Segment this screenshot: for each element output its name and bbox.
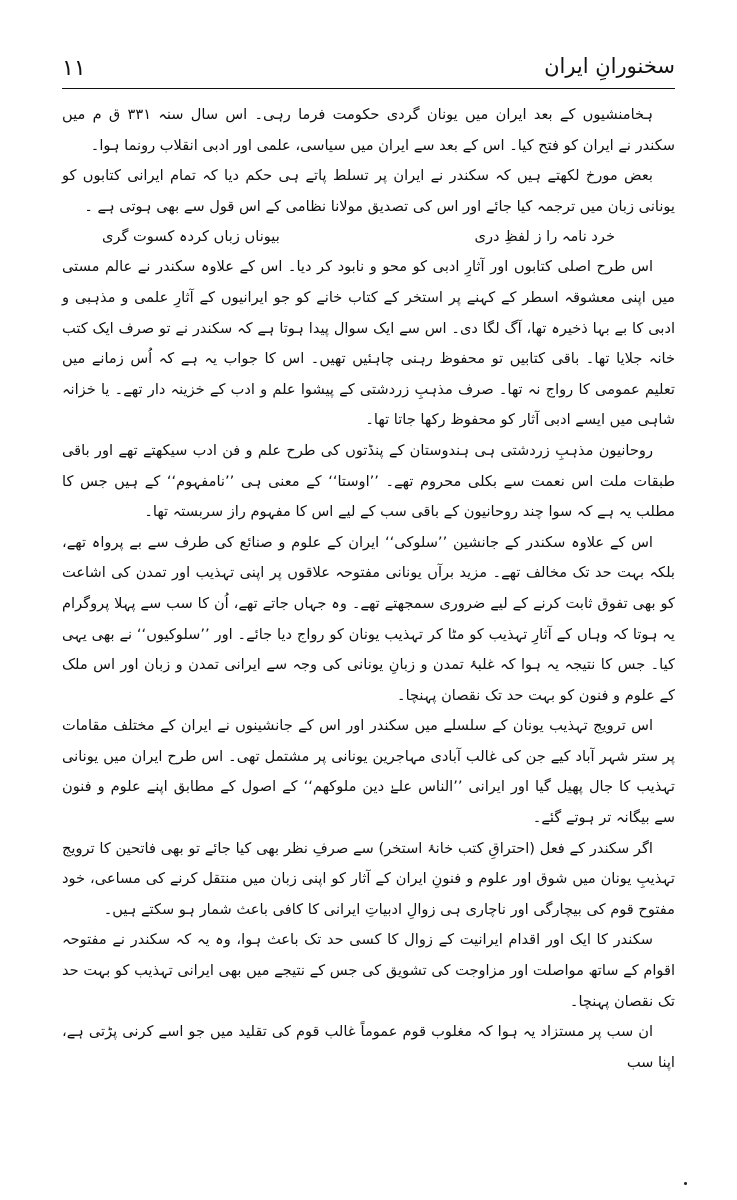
- verse-first-hemistich: خرد نامہ را ز لفظِ دری: [474, 228, 615, 246]
- paragraph-1: ہخامنشیوں کے بعد ایران میں یونان گردی حکومت فرما رہی۔ اس سال سنہ ۳۳۱ ق م میں سکندر نے ایران کو فتح کیا۔ اس کے بعد سے ایران میں سیاسی، علمی اور ادبی انقلاب رونما ہوا۔: [62, 106, 675, 154]
- paragraph-2: بعض مورخ لکھتے ہیں کہ سکندر نے ایران پر تسلط پاتے ہی حکم دیا کہ تمام ایرانی کتابوں کو یونانی زبان میں ترجمہ کیا جائے اور اس کی تصدیق مولانا نظامی کے اس قول سے بھی ہوتی ہے ۔: [62, 167, 675, 215]
- running-title: سخنورانِ ایران: [544, 54, 675, 78]
- verse-second-hemistich: بیوناں زباں کردہ کسوت گری: [102, 228, 280, 246]
- verse-couplet: [62, 222, 675, 252]
- page-header: [62, 54, 675, 90]
- paragraph-5: اس کے علاوہ سکندر کے جانشین ’’سلوکی‘‘ ایران کے علوم و صنائع کی طرف سے بے پرواہ تھے، بلکہ بہت حد تک مخالف تھے۔ مزید برآں یونانی مفتوحہ علاقوں پر اپنی تہذیب اور تمدن کی اشاعت کو بھی تفوق ثابت کرنے کے لیے ضروری سمجھتے تھے۔ وہ جہاں جاتے تھے، اُن کا سب سے پہلا پروگرام یہ ہوتا کہ وہاں کے آثارِ تہذیب کو مٹا کر تہذیب یونان کو رواج دیا جائے۔ اور ’’سلوکیوں‘‘ نے بھی یہی کیا۔ جس کا نتیجہ یہ ہوا کہ غلبۂ تمدن و زبانِ یونانی کی وجہ سے ایرانی تمدن و زبان اور اس ملک کے علوم و فنون کو بہت حد تک نقصان پہنچا۔: [62, 533, 675, 704]
- paragraph-9: ان سب پر مستزاد یہ ہوا کہ مغلوب قوم عموماً غالب قوم کی تقلید میں جو اسے کرنی پڑتی ہے، اپنا سب: [62, 1023, 675, 1071]
- paragraph-3: اس طرح اصلی کتابوں اور آثارِ ادبی کو محو و نابود کر دیا۔ اس کے علاوہ سکندر نے عالم مستی میں اپنی معشوقہ اسطر کے کہنے پر استخر کے کتاب خانے کو جو ایرانیوں کے آثارِ علمی و مذہبی و ادبی کا بے بہا ذخیرہ تھا، آگ لگا دی۔ اس سے ایک سوال پیدا ہوتا ہے کہ سکندر نے تو صرف ایک کتب خانہ جلایا تھا۔ باقی کتابیں تو محفوظ رہنی چاہئیں تھیں۔ اس کا جواب یہ ہے کہ اُس زمانے میں تعلیم عمومی کا رواج نہ تھا۔ صرف مذہبِ زردشتی کے پیشوا علم و ادب کے خزینہ دار تھے۔ یا خزانہ شاہی میں ایسے ادبی آثار کو محفوظ رکھا جاتا تھا۔: [62, 258, 675, 429]
- paragraph-6: اس ترویج تہذیب یونان کے سلسلے میں سکندر اور اس کے جانشینوں نے ایران کے مختلف مقامات پر ستر شہر آباد کیے جن کی غالب آبادی مہاجرین یونانی پر مشتمل تھی۔ اس طرح ایران میں یونانی تہذیب کا جال پھیل گیا اور ایرانی ’’الناس علےٰ دین ملوکھم‘‘ کے اصول کے مطابق اپنے علوم و فنون سے بیگانہ تر ہوتے گئے۔: [62, 717, 675, 827]
- header-rule: [62, 88, 675, 89]
- page-number: ۱۱: [62, 56, 86, 81]
- page-mark-dot: [684, 1182, 687, 1185]
- body-text: [62, 100, 675, 1078]
- paragraph-7: اگر سکندر کے فعل (احتراقِ کتب خانۂ استخر) سے صرفِ نظر بھی کیا جائے تو بھی فاتحین کا ترویج تہذیبِ یونان میں شوق اور علوم و فنونِ ایران کے آثار کو اپنی زبان میں منتقل کرنے کی مساعی، خود مفتوح قوم کی بیچارگی اور ناچاری ہی زوالِ ادبیاتِ ایرانی کا کافی باعث شمار ہو سکتے ہیں۔: [62, 839, 675, 918]
- paragraph-4: روحانیون مذہبِ زردشتی ہی ہندوستان کے پنڈتوں کی طرح علم و فن ادب سیکھتے تھے اور باقی طبقات ملت اس نعمت سے بکلی محروم تھے۔ ’’اوستا‘‘ کے معنی ہی ’’نامفہوم‘‘ کے ہیں جس کا مطلب یہ ہے کہ سوا چند روحانیون کے باقی سب کے لیے اس کا مفہوم راز سربستہ تھا۔: [62, 441, 675, 521]
- paragraph-8: سکندر کا ایک اور اقدام ایرانیت کے زوال کا کسی حد تک باعث ہوا، وہ یہ کہ سکندر نے مفتوحہ اقوام کے ساتھ مواصلت اور مزاوجت کی تشویق کی جس کے نتیجے میں بھی ایرانی تہذیب کو بہت حد تک نقصان پہنچا۔: [62, 931, 675, 1010]
